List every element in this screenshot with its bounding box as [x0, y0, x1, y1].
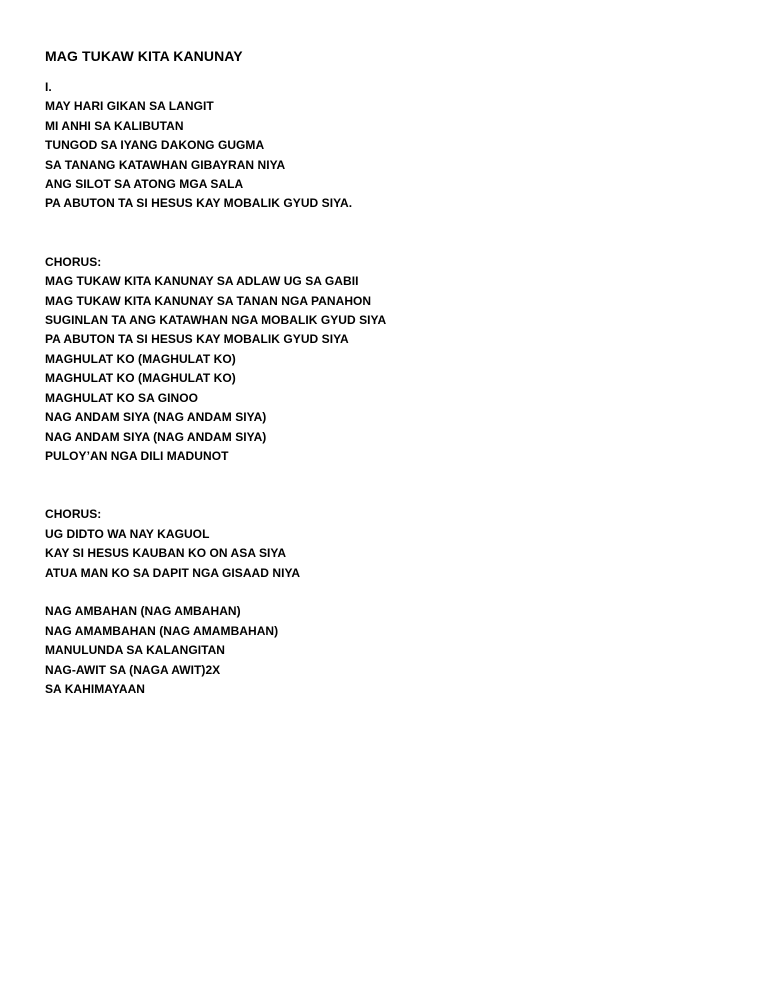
chorus-2 [45, 505, 735, 583]
lyric-line: PA ABUTON TA SI HESUS KAY MOBALIK GYUD SIYA. [45, 196, 353, 211]
lyric-line: MANULUNDA SA KALANGITAN [45, 643, 226, 658]
lyric-line: NAG ANDAM SIYA (NAG ANDAM SIYA) [45, 410, 267, 425]
lyric-line: MAGHULAT KO (MAGHULAT KO) [45, 351, 236, 366]
lyric-line: I. [45, 80, 52, 94]
lyric-line: CHORUS: [45, 254, 102, 269]
lyric-line: UG DIDTO WA NAY KAGUOL [45, 526, 210, 541]
lyric-line: TUNGOD SA IYANG DAKONG GUGMA [45, 138, 265, 153]
lyric-line: MAG TUKAW KITA KANUNAY SA ADLAW UG SA GABII [45, 274, 359, 289]
lyric-line: ANG SILOT SA ATONG MGA SALA [45, 177, 244, 192]
lyric-line: CHORUS: [45, 507, 102, 522]
lyric-line: NAG ANDAM SIYA (NAG ANDAM SIYA) [45, 429, 267, 444]
lyric-line: SA TANANG KATAWHAN GIBAYRAN NIYA [45, 157, 286, 172]
verse-1 [45, 78, 735, 214]
lyric-line: ATUA MAN KO SA DAPIT NGA GISAAD NIYA [45, 565, 301, 580]
lyric-line: MAGHULAT KO SA GINOO [45, 390, 198, 405]
section-spacer [45, 214, 735, 253]
lyric-line: SA KAHIMAYAAN [45, 681, 146, 696]
section-spacer [45, 583, 735, 602]
document-page [45, 46, 735, 699]
lyric-line: NAG AMAMBAHAN (NAG AMAMBAHAN) [45, 623, 279, 638]
page-title: MAG TUKAW KITA KANUNAY [45, 48, 243, 64]
lyric-line: PULOY’AN NGA DILI MADUNOT [45, 448, 229, 463]
section-spacer [45, 466, 735, 505]
lyric-line: SUGINLAN TA ANG KATAWHAN NGA MOBALIK GYUD SIYA [45, 313, 387, 328]
lyric-line: KAY SI HESUS KAUBAN KO ON ASA SIYA [45, 546, 287, 561]
lyric-line: PA ABUTON TA SI HESUS KAY MOBALIK GYUD SIYA [45, 332, 349, 347]
lyric-line: MAG TUKAW KITA KANUNAY SA TANAN NGA PANAHON [45, 293, 372, 308]
lyric-line: NAG-AWIT SA (NAGA AWIT)2X [45, 662, 221, 677]
lyric-line: MAY HARI GIKAN SA LANGIT [45, 99, 214, 114]
bridge [45, 602, 735, 699]
lyric-line: MAGHULAT KO (MAGHULAT KO) [45, 371, 236, 386]
lyric-line: NAG AMBAHAN (NAG AMBAHAN) [45, 604, 241, 619]
lyric-line: MI ANHI SA KALIBUTAN [45, 118, 184, 133]
chorus-1 [45, 253, 735, 466]
